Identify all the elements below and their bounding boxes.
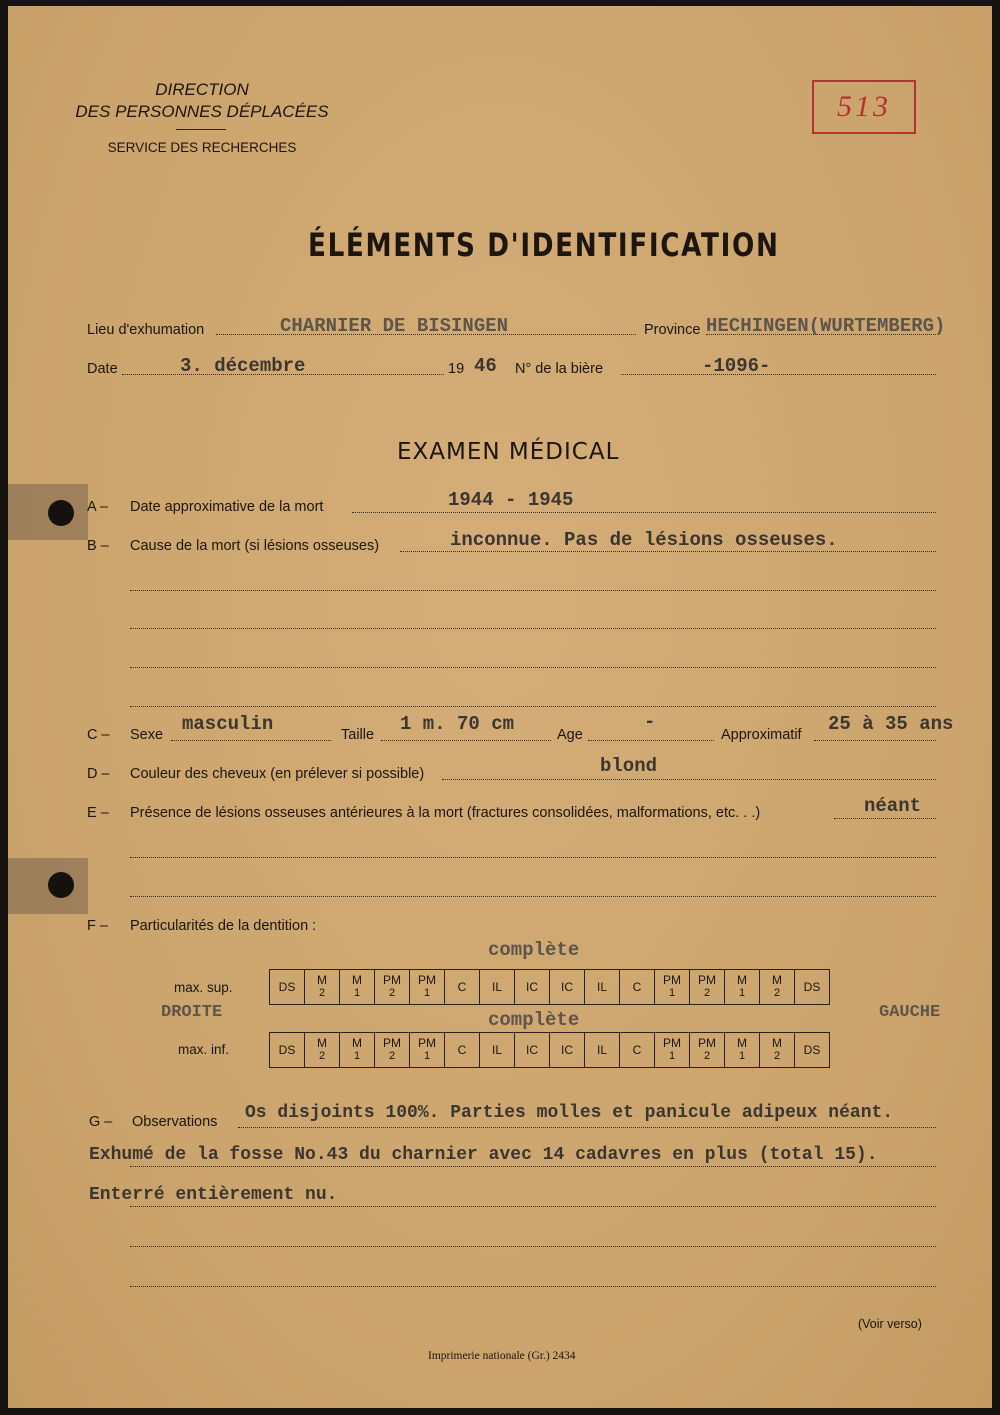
lower-tooth-cell [795,1033,830,1068]
f-letter: F – [87,918,108,934]
printer-mark: Imprimerie nationale (Gr.) 2434 [428,1350,576,1362]
voir-verso: (Voir verso) [858,1317,922,1331]
tooth-number: 1 [738,987,746,999]
obs-dotted-line-1 [238,1127,936,1128]
tooth-number: 2 [388,1050,396,1062]
punch-hole-bottom [48,872,74,898]
lower-tooth-cell [410,1033,445,1068]
age-label: Age [557,727,583,743]
province-value: HECHINGEN(WURTEMBERG) [706,315,946,337]
tooth-type: DS [278,979,296,994]
lower-tooth-cell [655,1033,690,1068]
taille-label: Taille [341,727,375,743]
b-dotted-line [400,551,936,552]
b-extra-line-4 [130,706,936,707]
tooth-number: 1 [423,1050,431,1062]
observation-line-1: Os disjoints 100%. Parties molles et panicule adipeux néant. [245,1103,894,1123]
left-side-label: GAUCHE [879,1003,941,1022]
lieu-label: Lieu d'exhumation [87,322,205,338]
f-label: Particularités de la dentition : [130,918,317,934]
punch-hole-top [48,500,74,526]
d-letter: D – [87,766,110,782]
sexe-dotted-line [171,740,331,741]
e-value: néant [864,795,922,817]
sexe-label: Sexe [130,727,164,743]
c-letter: C – [87,727,110,743]
tooth-type: IL [596,979,607,994]
tooth-type: M [772,1036,782,1050]
upper-tooth-cell [410,970,445,1005]
g-letter: G – [89,1114,113,1130]
b-extra-line-1 [130,590,936,591]
age-value: - [644,711,656,733]
a-label: Date approximative de la mort [130,499,324,515]
tooth-type: M [352,1036,362,1050]
province-label: Province [644,322,701,338]
taille-dotted-line [381,740,551,741]
approx-dotted-line [814,740,936,741]
lower-tooth-cell [620,1033,655,1068]
approx-value: 25 à 35 ans [828,713,954,735]
tooth-number: 2 [318,1050,326,1062]
tooth-number: 2 [703,987,711,999]
e-dotted-line [834,818,936,819]
tooth-type: M [317,1036,327,1050]
b-letter: B – [87,538,109,554]
observations-label: Observations [132,1114,218,1130]
tooth-type: M [737,1036,747,1050]
tooth-type: C [632,979,642,994]
lower-tooth-cell [270,1033,305,1068]
observation-line-2: Exhumé de la fosse No.43 du charnier avec 14 cadavres en plus (total 15). [89,1145,878,1165]
lower-tooth-cell [550,1033,585,1068]
tooth-type: PM [418,1036,436,1050]
a-letter: A – [87,499,108,515]
e-label: Présence de lésions osseuses antérieures à la mort (fractures consolidées, malformations, etc. . .) [130,805,761,821]
date-value: 3. décembre [180,355,306,377]
lower-tooth-cell [760,1033,795,1068]
lower-dentition-note: complète [488,1009,580,1031]
tooth-type: DS [278,1042,296,1057]
tooth-number: 1 [353,1050,361,1062]
upper-tooth-cell [690,970,725,1005]
tooth-type: PM [698,1036,716,1050]
tooth-number: 2 [703,1050,711,1062]
tooth-type: M [772,973,782,987]
tooth-type: IL [491,979,502,994]
tooth-number: 2 [773,987,781,999]
tooth-type: DS [803,1042,821,1057]
tooth-type: PM [383,973,401,987]
lower-tooth-cell [585,1033,620,1068]
tooth-number: 2 [773,1050,781,1062]
right-side-label: DROITE [161,1003,223,1022]
upper-tooth-cell [340,970,375,1005]
tooth-type: PM [663,973,681,987]
tooth-number: 1 [353,987,361,999]
biere-value: -1096- [702,355,771,377]
tooth-type: C [457,1042,467,1057]
tooth-number: 1 [423,987,431,999]
upper-tooth-cell [795,970,830,1005]
record-number-stamp: 513 [812,80,916,134]
observation-line-3: Enterré entièrement nu. [89,1185,338,1205]
lieu-value: CHARNIER DE BISINGEN [280,315,509,337]
lower-teeth-chart [269,1032,830,1068]
year-suffix: 46 [474,355,497,377]
upper-teeth-chart [269,969,830,1005]
document-title: ÉLÉMENTS D'IDENTIFICATION [308,226,780,264]
header-service: SERVICE DES RECHERCHES [107,140,297,155]
tooth-number: 1 [668,1050,676,1062]
upper-tooth-cell [655,970,690,1005]
lower-tooth-cell [445,1033,480,1068]
tooth-number: 2 [318,987,326,999]
lower-tooth-cell [375,1033,410,1068]
lower-tooth-cell [340,1033,375,1068]
a-value: 1944 - 1945 [448,489,574,511]
year-prefix: 19 [448,361,465,377]
header-department: DES PERSONNES DÉPLACÉES [75,102,329,121]
tooth-type: C [457,979,467,994]
tooth-type: DS [803,979,821,994]
upper-tooth-cell [585,970,620,1005]
tooth-type: C [632,1042,642,1057]
b-value: inconnue. Pas de lésions osseuses. [450,529,838,551]
upper-tooth-cell [480,970,515,1005]
d-label: Couleur des cheveux (en prélever si possible) [130,766,425,782]
tooth-type: PM [383,1036,401,1050]
b-extra-line-3 [130,667,936,668]
b-label: Cause de la mort (si lésions osseuses) [130,538,380,554]
lower-tooth-cell [690,1033,725,1068]
d-dotted-line [442,779,936,780]
upper-tooth-cell [270,970,305,1005]
lower-tooth-cell [725,1033,760,1068]
header-rule [176,129,226,130]
tooth-type: M [317,973,327,987]
tooth-number: 1 [668,987,676,999]
date-label: Date [87,361,118,377]
upper-tooth-cell [515,970,550,1005]
tooth-type: IC [561,1042,573,1057]
e-letter: E – [87,805,109,821]
upper-tooth-cell [305,970,340,1005]
tooth-type: PM [418,973,436,987]
upper-tooth-cell [620,970,655,1005]
obs-dotted-line-3 [130,1206,936,1207]
d-value: blond [600,755,658,777]
sexe-value: masculin [182,713,274,735]
tooth-type: IL [491,1042,502,1057]
lower-tooth-cell [515,1033,550,1068]
form-page [8,6,992,1408]
biere-dotted-line [621,374,936,375]
approx-label: Approximatif [721,727,802,743]
b-extra-line-2 [130,628,936,629]
upper-tooth-cell [725,970,760,1005]
lower-tooth-cell [305,1033,340,1068]
upper-tooth-cell [550,970,585,1005]
e-extra-line-1 [130,857,936,858]
obs-dotted-line-5 [130,1286,936,1287]
obs-dotted-line-4 [130,1246,936,1247]
tooth-type: IC [526,1042,538,1057]
obs-dotted-line-2 [130,1166,936,1167]
upper-tooth-cell [760,970,795,1005]
section-title: EXAMEN MÉDICAL [397,439,620,465]
tooth-type: M [352,973,362,987]
e-extra-line-2 [130,896,936,897]
lower-jaw-label: max. inf. [178,1042,230,1057]
upper-dentition-note: complète [488,939,580,961]
upper-tooth-cell [445,970,480,1005]
age-dotted-line [588,740,714,741]
tooth-number: 1 [738,1050,746,1062]
tooth-type: M [737,973,747,987]
a-dotted-line [352,512,936,513]
biere-label: N° de la bière [515,361,604,377]
upper-tooth-cell [375,970,410,1005]
tooth-number: 2 [388,987,396,999]
tooth-type: IC [526,979,538,994]
tooth-type: PM [663,1036,681,1050]
header-direction: DIRECTION [155,80,249,99]
taille-value: 1 m. 70 cm [400,713,515,735]
upper-jaw-label: max. sup. [174,980,233,995]
lower-tooth-cell [480,1033,515,1068]
tooth-type: PM [698,973,716,987]
tooth-type: IL [596,1042,607,1057]
tooth-type: IC [561,979,573,994]
